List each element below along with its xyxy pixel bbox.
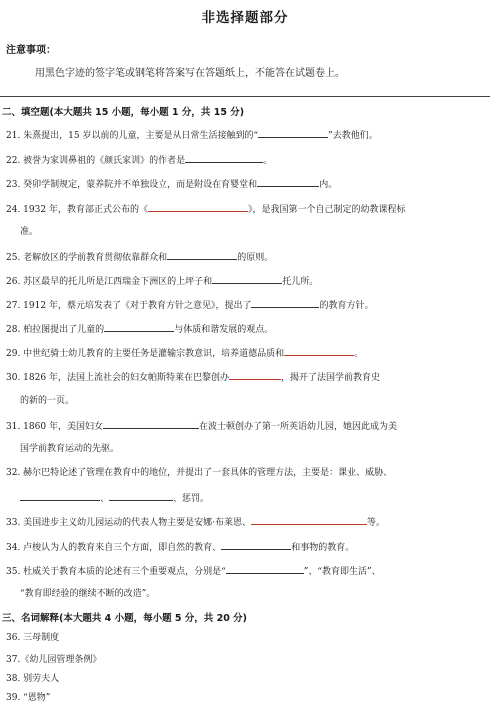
- answer-blank: [251, 298, 319, 308]
- q32-text-a: 32. 赫尔巴特论述了管理在教育中的地位，并提出了一套具体的管理方法，主要是：课业、威胁、: [6, 468, 393, 478]
- q35-text-b: ”、“教育即生活”、: [303, 567, 381, 577]
- question-27: [6, 298, 373, 312]
- answer-blank: [284, 346, 354, 356]
- q32-text-c: 、惩罚。: [173, 494, 210, 504]
- term-item: 36. 三母制度: [6, 633, 60, 643]
- q32-text-b: 、: [100, 494, 110, 504]
- question-30-cont: [20, 395, 74, 407]
- section3-heading: 三、名词解释(本大题共 4 小题，每小题 5 分，共 20 分): [2, 613, 247, 624]
- q35-text-a: 35. 杜威关于教育本质的论述有三个重要观点，分别是“: [6, 567, 226, 577]
- q22-text-a: 22. 被誉为家训鼻祖的《颜氏家训》的作者是: [6, 156, 186, 166]
- q24-text-a: 24. 1932 年，教育部正式公布的《: [6, 205, 148, 215]
- question-23: [6, 177, 337, 191]
- question-33: [6, 515, 385, 529]
- question-32-cont: [20, 491, 209, 505]
- q35-text-c: “教育即经验的继续不断的改造”。: [20, 589, 156, 599]
- answer-blank: [251, 515, 367, 525]
- answer-blank: [185, 153, 263, 163]
- page-title: 非选择题部分: [201, 10, 289, 26]
- q27-text-a: 27. 1912 年，蔡元培发表了《对于教育方针之意见》，提出了: [6, 301, 252, 311]
- question-35: [6, 564, 381, 578]
- q22-text-b: 。: [263, 156, 273, 166]
- q25-text-b: 的原则。: [237, 253, 274, 263]
- answer-blank: [229, 370, 281, 380]
- answer-blank: [103, 419, 199, 429]
- question-24: [6, 202, 405, 216]
- notice-heading: 注意事项：: [6, 45, 56, 56]
- q21-text-b: ”去教他们。: [328, 131, 378, 141]
- q31-text-b: 在波士顿创办了第一所英语幼儿园，她因此成为美: [198, 422, 397, 432]
- q30-text-c: 的新的一页。: [20, 396, 75, 406]
- term-item: 39. “恩物”: [6, 693, 51, 703]
- q28-text-b: 与体质和谐发展的观点。: [174, 325, 274, 335]
- q24-text-c: 准。: [20, 227, 39, 237]
- q25-text-a: 25. 老解放区的学前教育贯彻依靠群众和: [6, 253, 168, 263]
- q31-text-c: 国学前教育运动的先驱。: [20, 444, 120, 454]
- answer-blank: [109, 491, 173, 501]
- question-30: [6, 370, 380, 384]
- q30-text-b: ，揭开了法国学前教育史: [280, 373, 380, 383]
- q24-text-b: 》，是我国第一个自己制定的幼教课程标: [247, 205, 406, 215]
- q29-text-a: 29. 中世纪骑士幼儿教育的主要任务是灌输宗教意识，培养道德品质和: [6, 349, 285, 359]
- question-35-cont: [20, 588, 155, 600]
- question-28: [6, 322, 273, 336]
- q30-text-a: 30. 1826 年，法国上流社会的妇女帕斯特莱在巴黎创办: [6, 373, 229, 383]
- question-32: [6, 467, 392, 479]
- notice-body: 用黑色字迹的签字笔或钢笔将答案写在答题纸上，不能答在试题卷上。: [35, 68, 345, 79]
- answer-blank: [212, 274, 282, 284]
- q29-text-b: 。: [354, 349, 364, 359]
- section-divider: [0, 96, 490, 97]
- question-24-cont: [20, 226, 38, 238]
- question-34: [6, 540, 354, 554]
- answer-blank: [104, 322, 174, 332]
- q33-text-a: 33. 美国进步主义幼儿园运动的代表人物主要是安娜·布莱恩、: [6, 518, 252, 528]
- q28-text-a: 28. 柏拉图提出了儿童的: [6, 325, 105, 335]
- question-31-cont: [20, 443, 119, 455]
- answer-blank: [221, 540, 291, 550]
- q26-text-b: 托儿所。: [282, 277, 319, 287]
- answer-blank: [20, 491, 100, 501]
- q26-text-a: 26. 苏区最早的托儿所是江西瑞金下洲区的上坪子和: [6, 277, 213, 287]
- answer-blank: [257, 177, 319, 187]
- q23-text-b: 内。: [319, 180, 338, 190]
- question-31: [6, 419, 397, 433]
- q33-text-b: 等。: [367, 518, 386, 528]
- answer-blank: [148, 202, 248, 212]
- q31-text-a: 31. 1860 年，美国妇女: [6, 422, 103, 432]
- answer-blank: [226, 564, 304, 574]
- question-25: [6, 250, 273, 264]
- question-21: [6, 128, 378, 142]
- q34-text-a: 34. 卢梭认为人的教育来自三个方面，即自然的教育、: [6, 543, 222, 553]
- q23-text-a: 23. 癸卯学制规定，蒙养院并不单独设立，而是附设在育婴堂和: [6, 180, 258, 190]
- q34-text-b: 和事物的教育。: [291, 543, 355, 553]
- question-29: [6, 346, 363, 360]
- question-26: [6, 274, 318, 288]
- term-item: 37.《幼儿园管理条例》: [6, 655, 102, 665]
- section2-heading: 二、填空题(本大题共 15 小题，每小题 1 分，共 15 分): [2, 107, 245, 118]
- answer-blank: [258, 128, 328, 138]
- question-22: [6, 153, 272, 167]
- q27-text-b: 的教育方针。: [319, 301, 374, 311]
- term-item: 38. 别劳夫人: [6, 674, 60, 684]
- q21-text-a: 21. 朱熹提出，15 岁以前的儿童，主要是从日常生活接触到的“: [6, 131, 259, 141]
- answer-blank: [167, 250, 237, 260]
